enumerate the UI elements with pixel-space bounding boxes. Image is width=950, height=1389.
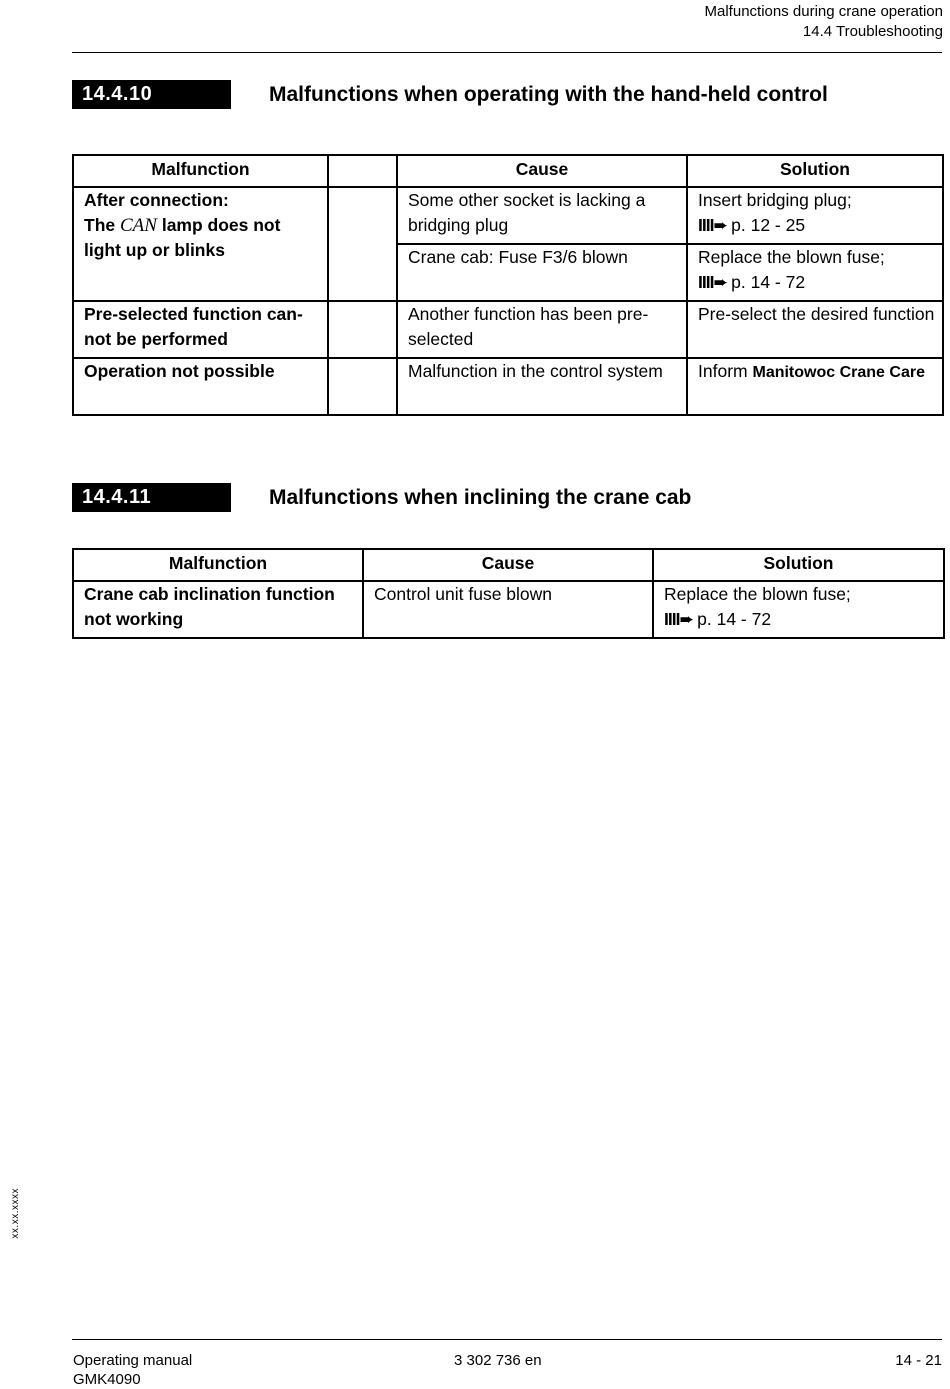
page-reference: p. 14 - 72 bbox=[697, 608, 772, 629]
malfunction-cell bbox=[73, 187, 328, 301]
section-title-14-4-10: Malfunctions when operating with the hand-held control bbox=[269, 83, 828, 106]
table-row bbox=[73, 358, 943, 415]
cause-cell: Another function has been pre-selected bbox=[397, 301, 687, 358]
malfunction-text: The bbox=[84, 214, 116, 235]
blank-cell bbox=[328, 358, 397, 415]
header-chapter-title: Malfunctions during crane operation bbox=[704, 3, 943, 20]
cause-cell: Crane cab: Fuse F3/6 blown bbox=[397, 244, 687, 301]
can-lamp-label: CAN bbox=[120, 214, 157, 236]
malfunction-cell: Pre-selected function can-not be performed bbox=[73, 301, 328, 358]
service-brand-name: Manitowoc Crane Care bbox=[752, 364, 925, 381]
table-row bbox=[73, 301, 943, 358]
blank-cell bbox=[328, 187, 397, 301]
cause-cell: Malfunction in the control system bbox=[397, 358, 687, 415]
cause-cell: Some other socket is lacking a bridging plug bbox=[397, 187, 687, 244]
solution-cell: Pre-select the desired function bbox=[687, 301, 943, 358]
column-header-blank bbox=[328, 155, 397, 187]
solution-cell bbox=[687, 187, 943, 244]
date-placeholder-label: xx.xx.xxxx bbox=[10, 1188, 21, 1239]
troubleshooting-table-hand-held-control bbox=[72, 154, 944, 416]
solution-text: Replace the blown fuse; bbox=[664, 584, 851, 604]
column-header-cause: Cause bbox=[397, 155, 687, 187]
solution-text: Inform bbox=[698, 361, 748, 381]
troubleshooting-table-crane-cab bbox=[72, 548, 945, 639]
section-title-14-4-11: Malfunctions when inclining the crane cab bbox=[269, 486, 692, 509]
malfunction-text: lamp does not light up or blinks bbox=[84, 214, 281, 260]
footer-document-number: 3 302 736 en bbox=[454, 1352, 542, 1369]
solution-text: Replace the blown fuse; bbox=[698, 247, 885, 267]
header-section-title: 14.4 Troubleshooting bbox=[802, 23, 943, 40]
footer-document-info bbox=[73, 1351, 192, 1389]
column-header-solution: Solution bbox=[687, 155, 943, 187]
footer-divider bbox=[72, 1339, 942, 1340]
malfunction-text: After connection: bbox=[84, 190, 229, 210]
page-reference-arrow-icon: IIII➨ bbox=[664, 608, 694, 629]
blank-cell bbox=[328, 301, 397, 358]
table-header-row bbox=[73, 155, 943, 187]
page-reference-arrow-icon: IIII➨ bbox=[698, 271, 728, 292]
malfunction-cell: Operation not possible bbox=[73, 358, 328, 415]
column-header-malfunction: Malfunction bbox=[73, 155, 328, 187]
running-header bbox=[705, 2, 943, 42]
table-row bbox=[73, 581, 944, 638]
footer-manual-label: Operating manual bbox=[73, 1352, 193, 1369]
cause-cell: Control unit fuse blown bbox=[363, 581, 653, 638]
table-row bbox=[73, 187, 943, 244]
solution-cell bbox=[687, 244, 943, 301]
solution-cell bbox=[687, 358, 943, 415]
footer-model-label: GMK4090 bbox=[73, 1371, 141, 1388]
table-header-row bbox=[73, 549, 944, 581]
column-header-malfunction: Malfunction bbox=[73, 549, 363, 581]
page-reference: p. 14 - 72 bbox=[731, 271, 806, 292]
solution-cell bbox=[653, 581, 944, 638]
column-header-cause: Cause bbox=[363, 549, 653, 581]
header-divider bbox=[72, 52, 942, 53]
page-reference: p. 12 - 25 bbox=[731, 214, 806, 235]
column-header-solution: Solution bbox=[653, 549, 944, 581]
solution-text: Insert bridging plug; bbox=[698, 190, 852, 210]
malfunction-cell: Crane cab inclination function not working bbox=[73, 581, 363, 638]
section-number-14-4-10: 14.4.10 bbox=[72, 80, 231, 109]
page-number: 14 - 21 bbox=[895, 1352, 942, 1369]
section-number-14-4-11: 14.4.11 bbox=[72, 483, 231, 512]
page-reference-arrow-icon: IIII➨ bbox=[698, 214, 728, 235]
